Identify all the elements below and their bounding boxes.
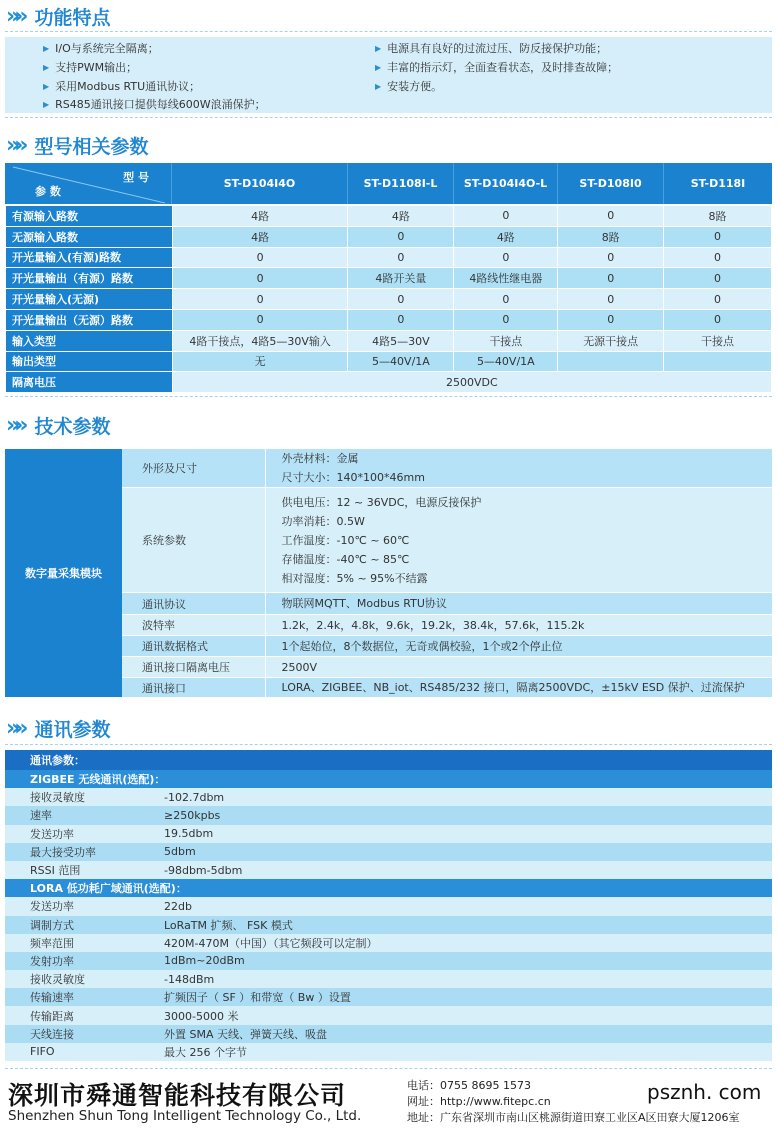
table-cell: 5—40V/1A [454, 351, 558, 372]
table-cell: 4路 [454, 226, 558, 247]
param-key: 最大接受功率 [5, 843, 158, 861]
param-value: 1dBm~20dBm [158, 952, 772, 970]
param-value: ≥250kpbs [158, 806, 772, 824]
model-header: ST-D104I4O-L [454, 163, 558, 204]
watermark: psznh. com [647, 1080, 762, 1104]
table-cell: 0 [664, 289, 772, 310]
param-key: 通讯协议 [122, 593, 265, 615]
param-line: LORA、ZIGBEE、NB_iot、RS485/232 接口，隔离2500VDC，±15kV ESD 保护、过流保护 [281, 681, 745, 694]
table-row [6, 351, 772, 372]
table-row [6, 372, 772, 393]
divider [5, 396, 772, 397]
table-cell: 干接点 [664, 330, 772, 351]
row-label: 开光量输出（无源）路数 [6, 309, 173, 330]
divider [5, 1068, 772, 1069]
table-row [6, 289, 772, 310]
param-value [265, 615, 772, 636]
table-cell: 0 [558, 268, 664, 289]
param-value [265, 488, 772, 593]
table-cell [558, 351, 664, 372]
param-line: 功率消耗：0.5W [281, 514, 365, 528]
section-header-row [5, 750, 772, 770]
param-key: FIFO [5, 1043, 158, 1061]
param-key: 接收灵敏度 [5, 970, 158, 988]
table-cell: 5—40V/1A [348, 351, 454, 372]
section-header: 通讯参数： [5, 750, 772, 770]
company-name-cn: 深圳市舜通智能科技有限公司 [8, 1081, 347, 1110]
table-row [5, 970, 772, 988]
model-header: ST-D1108I-L [348, 163, 454, 204]
param-key: 通讯接口 [122, 678, 265, 698]
param-key: 通讯接口隔离电压 [122, 657, 265, 678]
row-label: 输入类型 [6, 330, 173, 351]
table-cell: 0 [172, 247, 348, 268]
param-line: 物联网MQTT、Modbus RTU协议 [281, 597, 447, 610]
table-cell: 干接点 [454, 330, 558, 351]
table-cell: 0 [454, 289, 558, 310]
param-value: 外置 SMA 天线、弹簧天线、吸盘 [158, 1025, 772, 1043]
table-row [5, 1025, 772, 1043]
param-key: 传输速率 [5, 988, 158, 1006]
param-line: 1.2k，2.4k，4.8k，9.6k，19.2k，38.4k，57.6k，115.2k [281, 618, 585, 632]
table-row [6, 268, 772, 289]
table-cell: 8路 [558, 226, 664, 247]
row-label: 开光量输入(有源)路数 [6, 247, 173, 268]
table-row [5, 825, 772, 843]
double-chevron-icon: »» [6, 413, 23, 438]
table-cell: 0 [454, 247, 558, 268]
param-line: 1个起始位，8个数据位，无奇或偶校验，1个或2个停止位 [281, 639, 563, 653]
table-cell: 0 [348, 309, 454, 330]
table-cell: 0 [558, 247, 664, 268]
param-line: 尺寸大小：140*100*46mm [281, 471, 425, 484]
feature-item: ▶ RS485通讯接口提供每线600W浪涌保护； [43, 96, 266, 112]
param-key: 传输距离 [5, 1006, 158, 1024]
table-cell: 0 [172, 268, 348, 289]
param-value: -148dBm [158, 970, 772, 988]
table-row [6, 247, 772, 268]
double-chevron-icon: »» [6, 133, 23, 158]
param-key: 发射功率 [5, 952, 158, 970]
param-value [265, 449, 772, 488]
section-header: LORA 低功耗广域通讯(选配)： [5, 879, 772, 897]
table-cell: 0 [454, 206, 558, 227]
param-key: 通讯数据格式 [122, 636, 265, 657]
section-title-tech: »» 技术参数 [6, 413, 111, 438]
param-key: RSSI 范围 [5, 861, 158, 879]
table-cell: 4路 [172, 226, 348, 247]
table-cell: 无 [172, 351, 348, 372]
double-chevron-icon: »» [6, 716, 23, 741]
table-row [5, 1043, 772, 1061]
phone: 电话：0755 8695 1573 [407, 1079, 531, 1092]
table-row [5, 916, 772, 934]
param-value [265, 657, 772, 678]
table-cell: 4路 [348, 206, 454, 227]
table-cell: 0 [454, 309, 558, 330]
param-value: 3000-5000 米 [158, 1006, 772, 1024]
table-cell: 4路5—30V [348, 330, 454, 351]
row-label: 输出类型 [6, 351, 173, 372]
table-cell: 0 [348, 247, 454, 268]
section-header-row [5, 879, 772, 897]
table-cell: 0 [558, 289, 664, 310]
section-title-comm: »» 通讯参数 [6, 716, 111, 741]
features-box [5, 37, 772, 113]
param-value: -102.7dbm [158, 788, 772, 806]
param-value [265, 678, 772, 698]
model-header: ST-D118I [690, 177, 746, 190]
corner-cell: 型 号 参 数 [5, 163, 172, 204]
param-key: 波特率 [122, 615, 265, 636]
table-cell: 0 [348, 226, 454, 247]
table-cell: 4路线性继电器 [454, 268, 558, 289]
row-label: 开光量输入(无源) [6, 289, 173, 310]
website: 网址：http://www.fitepc.cn [407, 1095, 551, 1108]
table-cell: 0 [558, 206, 664, 227]
section-header: ZIGBEE 无线通讯(选配)： [5, 770, 772, 788]
table-cell: 0 [348, 289, 454, 310]
table-row [5, 988, 772, 1006]
table-cell: 0 [664, 309, 772, 330]
feature-item: ▶ 安装方便。 [375, 78, 442, 94]
divider [5, 117, 772, 118]
module-label: 数字量采集模块 [5, 449, 122, 698]
row-label: 开光量输出（有源）路数 [6, 268, 173, 289]
table-row [5, 934, 772, 952]
param-value [265, 593, 772, 615]
param-value: -98dbm-5dbm [158, 861, 772, 879]
param-key: 系统参数 [122, 488, 265, 593]
models-table [5, 205, 772, 393]
table-row [6, 226, 772, 247]
param-value [265, 636, 772, 657]
row-label: 隔离电压 [6, 372, 173, 393]
table-cell: 2500VDC [172, 372, 771, 393]
table-cell: 4路开关量 [348, 268, 454, 289]
table-cell: 0 [664, 247, 772, 268]
feature-item: ▶ 电源具有良好的过流过压、防反接保护功能； [375, 40, 607, 56]
param-line: 供电电压：12 ~ 36VDC，电源反接保护 [281, 495, 482, 509]
models-table-header [5, 163, 772, 204]
param-key: 发送功率 [5, 825, 158, 843]
address: 地址：广东省深圳市南山区桃源街道田寮工业区A区田寮大厦1206室 [407, 1111, 740, 1124]
row-label: 有源输入路数 [6, 206, 173, 227]
table-row [5, 806, 772, 824]
model-header: ST-D104I4O [172, 163, 348, 204]
param-line: 存储温度：-40℃ ~ 85℃ [281, 552, 410, 566]
table-cell: 0 [664, 268, 772, 289]
table-cell: 0 [664, 226, 772, 247]
table-cell: 无源干接点 [558, 330, 664, 351]
table-row [5, 1006, 772, 1024]
row-label: 无源输入路数 [6, 226, 173, 247]
model-header: ST-D108I0 [558, 163, 664, 204]
comm-table [5, 750, 772, 1061]
param-key: 天线连接 [5, 1025, 158, 1043]
param-value: 19.5dbm [158, 825, 772, 843]
table-cell: 0 [172, 289, 348, 310]
param-key: 发送功率 [5, 897, 158, 915]
param-value: LoRaTM 扩频、 FSK 模式 [158, 916, 772, 934]
param-value: 扩频因子（ SF ）和带宽（ Bw ）设置 [158, 988, 772, 1006]
table-row [5, 843, 772, 861]
double-chevron-icon: »» [6, 4, 23, 29]
param-line: 相对湿度：5% ~ 95%不结露 [281, 571, 428, 585]
divider [5, 744, 772, 745]
table-row [6, 206, 772, 227]
feature-item: ▶ 丰富的指示灯，全面查看状态，及时排查故障； [375, 59, 618, 75]
param-key: 接收灵敏度 [5, 788, 158, 806]
param-key: 调制方式 [5, 916, 158, 934]
feature-item: ▶ 采用Modbus RTU通讯协议； [43, 78, 200, 94]
table-row [5, 897, 772, 915]
param-line: 外壳材料：金属 [281, 452, 359, 465]
param-line: 2500V [281, 660, 318, 674]
param-value: 最大 256 个字节 [158, 1043, 772, 1061]
section-header-row [5, 770, 772, 788]
param-key: 速率 [5, 806, 158, 824]
table-row [5, 952, 772, 970]
table-cell [664, 351, 772, 372]
section-title-features: »» 功能特点 [6, 4, 111, 29]
param-value: 5dbm [158, 843, 772, 861]
tech-table [5, 449, 772, 698]
section-title-models: »» 型号相关参数 [6, 133, 149, 158]
param-key: 频率范围 [5, 934, 158, 952]
table-cell: 0 [172, 309, 348, 330]
table-cell: 4路干接点，4路5—30V输入 [172, 330, 348, 351]
feature-item: ▶ I/O与系统完全隔离； [43, 40, 159, 56]
divider [5, 31, 772, 32]
param-value: 420M-470M（中国）（其它频段可以定制） [158, 934, 772, 952]
table-cell: 8路 [664, 206, 772, 227]
table-cell: 4路 [172, 206, 348, 227]
table-row [6, 330, 772, 351]
company-name-en: Shenzhen Shun Tong Intelligent Technology Co., Ltd. [8, 1108, 362, 1124]
param-value: 22db [158, 897, 772, 915]
table-row [5, 861, 772, 879]
feature-item: ▶ 支持PWM输出； [43, 59, 137, 75]
table-row [5, 788, 772, 806]
table-row [6, 309, 772, 330]
param-key: 外形及尺寸 [122, 449, 265, 488]
param-line: 工作温度：-10℃ ~ 60℃ [281, 533, 410, 547]
table-cell: 0 [558, 309, 664, 330]
table-row [5, 449, 772, 488]
